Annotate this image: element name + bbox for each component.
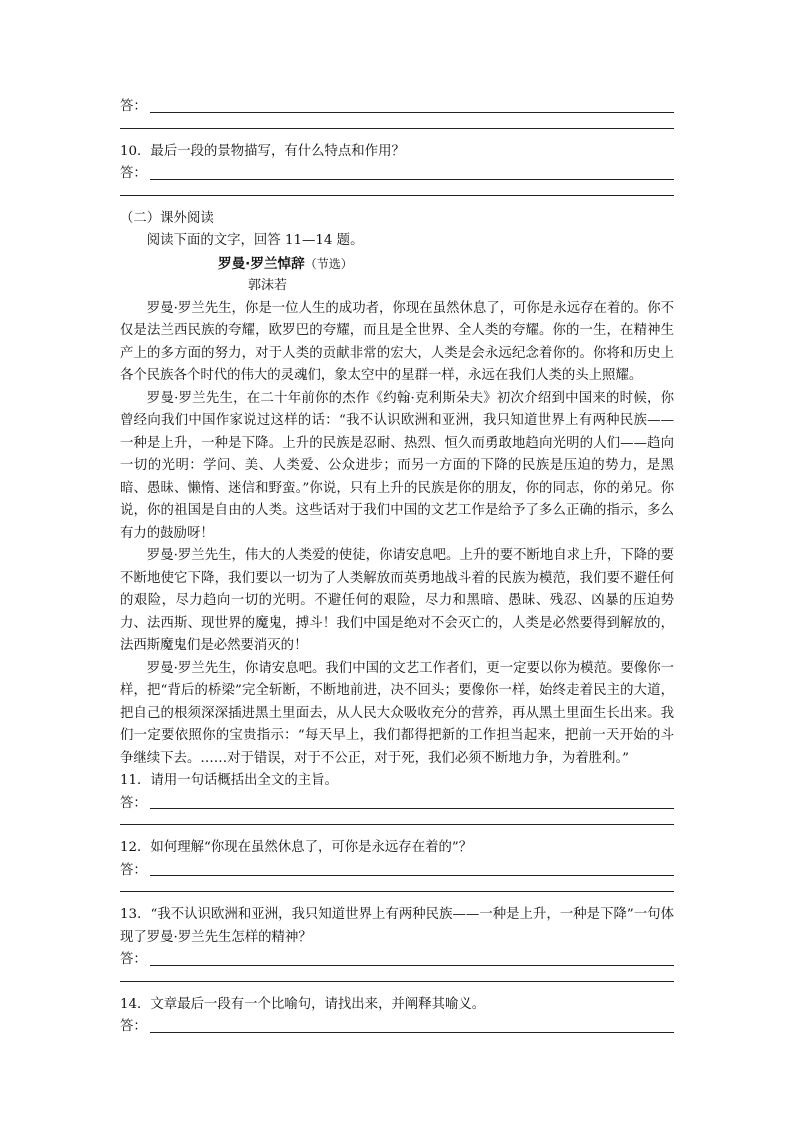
answer-row-14 (120, 1016, 674, 1039)
answer-label: 答： (120, 952, 147, 967)
answer-line-extra[interactable] (120, 128, 674, 129)
answer-line[interactable] (150, 179, 674, 180)
section-instruction: 阅读下面的文字，回答 11—14 题。 (146, 233, 364, 248)
article-paragraph-1: 罗曼·罗兰先生，你是一位人生的成功者，你现在虽然休息了，可你是永远存在着的。你不仅是法兰西民族的夸耀，欧罗巴的夸耀，而且是全世界、全人类的夸耀。你的一生，在精神生产上的多方面的努力，对于人类的贡献非常的宏大，人类是会永远纪念着你的。你将和历史上各个民族各个时代的伟大的灵魂们，象太空中的星群一样，永远在我们人类的头上照耀。 (120, 300, 674, 383)
answer-row-10 (120, 163, 674, 186)
article-title-note: （节选） (304, 256, 353, 271)
article-paragraph-2: 罗曼·罗兰先生，在二十年前你的杰作《约翰·克利斯朵夫》初次介绍到中国来的时候，你曾经向我们中国作家说过这样的话：“我不认识欧洲和亚洲，我只知道世界上有两种民族——一种是上升，一种是下降。上升的民族是忍耐、热烈、恒久而勇敢地趋向光明的人们——趋向一切的光明：学问、美、人类爱、公众进步；而另一方面的下降的民族是压迫的势力，是黑暗、愚昧、懒惰、迷信和野蛮。”你说，只有上升的民族是你的朋友，你的同志，你的弟兄。你说，你的祖国是自由的人类。这些话对于我们中国的文艺工作是给予了多么正确的指示，多么有力的鼓励呀！ (120, 390, 674, 541)
answer-line-extra[interactable] (120, 981, 674, 982)
question-11-block (120, 770, 674, 825)
section-heading: （二）课外阅读 (120, 210, 214, 226)
question-14-block (120, 994, 674, 1039)
answer-line-extra[interactable] (120, 824, 674, 825)
answer-row-9 (120, 96, 674, 119)
answer-label: 答： (120, 166, 147, 181)
question-11: 11．请用一句话概括出全文的主旨。 (120, 773, 338, 788)
question-13: 13．“我不认识欧洲和亚洲，我只知道世界上有两种民族——一种是上升，一种是下降”一句体现了罗曼·罗兰先生怎样的精神？ (120, 907, 674, 945)
article-title-line (120, 253, 674, 276)
answer-line[interactable] (150, 808, 674, 809)
answer-label: 答： (120, 1019, 147, 1034)
article-author: 郭沫若 (248, 278, 288, 293)
article-paragraph-4: 罗曼·罗兰先生，你请安息吧。我们中国的文艺工作者们，更一定要以你为模范。要像你一样，把“背后的桥梁”完全斩断，不断地前进，决不回头；要像你一样，始终走着民主的大道，把自己的根须深深插进黑土里面去，从人民大众吸收充分的营养，再从黑土里面生长出来。我们一定要依照你的宝贵指示：“每天早上，我们都得把新的工作担当起来，把前一天开始的斗争继续下去。……对于错误，对于不公正，对于死，我们必须不断地力争，为着胜利。” (120, 660, 674, 766)
answer-row-11 (120, 793, 674, 816)
article-title: 罗曼·罗兰悼辞 (218, 255, 305, 272)
worksheet-content (120, 96, 674, 1039)
answer-label: 答： (120, 99, 147, 114)
question-13-block (120, 904, 674, 982)
question-10: 10．最后一段的景物描写，有什么特点和作用？ (120, 143, 405, 159)
answer-label: 答： (120, 795, 147, 811)
answer-label: 答： (120, 862, 147, 878)
answer-line[interactable] (150, 1032, 674, 1033)
answer-line[interactable] (150, 112, 674, 113)
answer-line-extra[interactable] (120, 195, 674, 196)
question-12-block (120, 837, 674, 892)
answer-row-12 (120, 860, 674, 883)
answer-line-extra[interactable] (120, 891, 674, 892)
question-12: 12．如何理解“你现在虽然休息了，可你是永远存在着的”？ (120, 840, 473, 855)
answer-line[interactable] (150, 875, 674, 876)
article-paragraph-3: 罗曼·罗兰先生，伟大的人类爱的使徒，你请安息吧。上升的要不断地自求上升，下降的要不断地使它下降，我们要以一切为了人类解放而英勇地战斗着的民族为模范，我们要不避任何的艰险，尽力趋向一切的光明。不避任何的艰险，尽力和黑暗、愚昧、残忍、凶暴的压迫势力、法西斯、现世界的魔鬼，搏斗！我们中国是绝对不会灭亡的，人类是必然要得到解放的，法西斯魔鬼们是必然要消灭的！ (120, 548, 674, 653)
question-14: 14．文章最后一段有一个比喻句，请找出来，并阐释其喻义。 (120, 996, 486, 1012)
answer-line[interactable] (150, 965, 674, 966)
answer-row-13 (120, 949, 674, 972)
